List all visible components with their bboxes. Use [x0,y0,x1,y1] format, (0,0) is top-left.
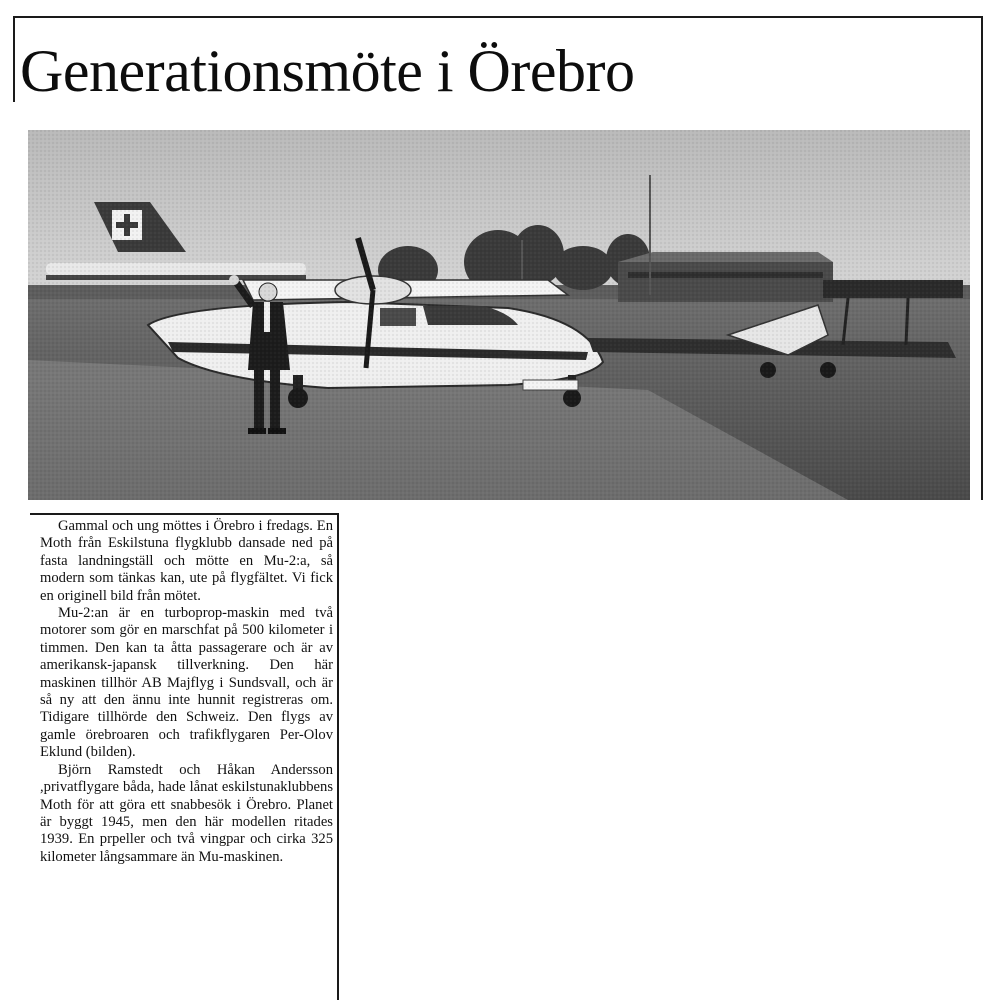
article-paragraph: Gammal och ung möttes i Örebro i fredags. En Moth från Eskilstuna flygklubb dansade ned på fasta landningställ och mötte en Mu-2:a, så modern som tänkas kan, ute på flygfältet. Vi fick en originell bild från mötet. [40,518,333,604]
article-column-rule [337,513,339,1000]
top-border-rule [14,16,982,18]
photo-illustration [28,130,970,500]
article-paragraph: Björn Ramstedt och Håkan Andersson ,privatflygare båda, hade lånat eskilstunaklubbens Moth för att göra ett snabbesök i Örebro. Planet är byggt 1945, men den här modellen ritades 1939. En prpeller och två vingpar och cirka 325 kilometer långsammare än Mu-maskinen. [40,761,333,865]
article-top-rule [30,513,338,515]
article-paragraph: Mu-2:an är en turboprop-maskin med två motorer som gör en marschfat på 500 kilometer i timmen. Den kan ta åtta passagerare och är av amerikansk-japansk tillverkning. Den här maskinen tillhör AB Majflyg i Sundsvall, och är så ny att den ännu inte hunnit registreras om. Tidigare tillhörde den Schweiz. Den flygs av gamle örebroaren och trafikflygaren Per-Olov Eklund (bilden). [40,605,333,761]
right-border-rule [981,16,983,500]
left-border-rule [13,16,15,102]
halftone-grain [28,130,970,500]
news-photo [28,130,970,500]
headline: Generationsmöte i Örebro [20,38,635,104]
article-body [40,518,333,866]
